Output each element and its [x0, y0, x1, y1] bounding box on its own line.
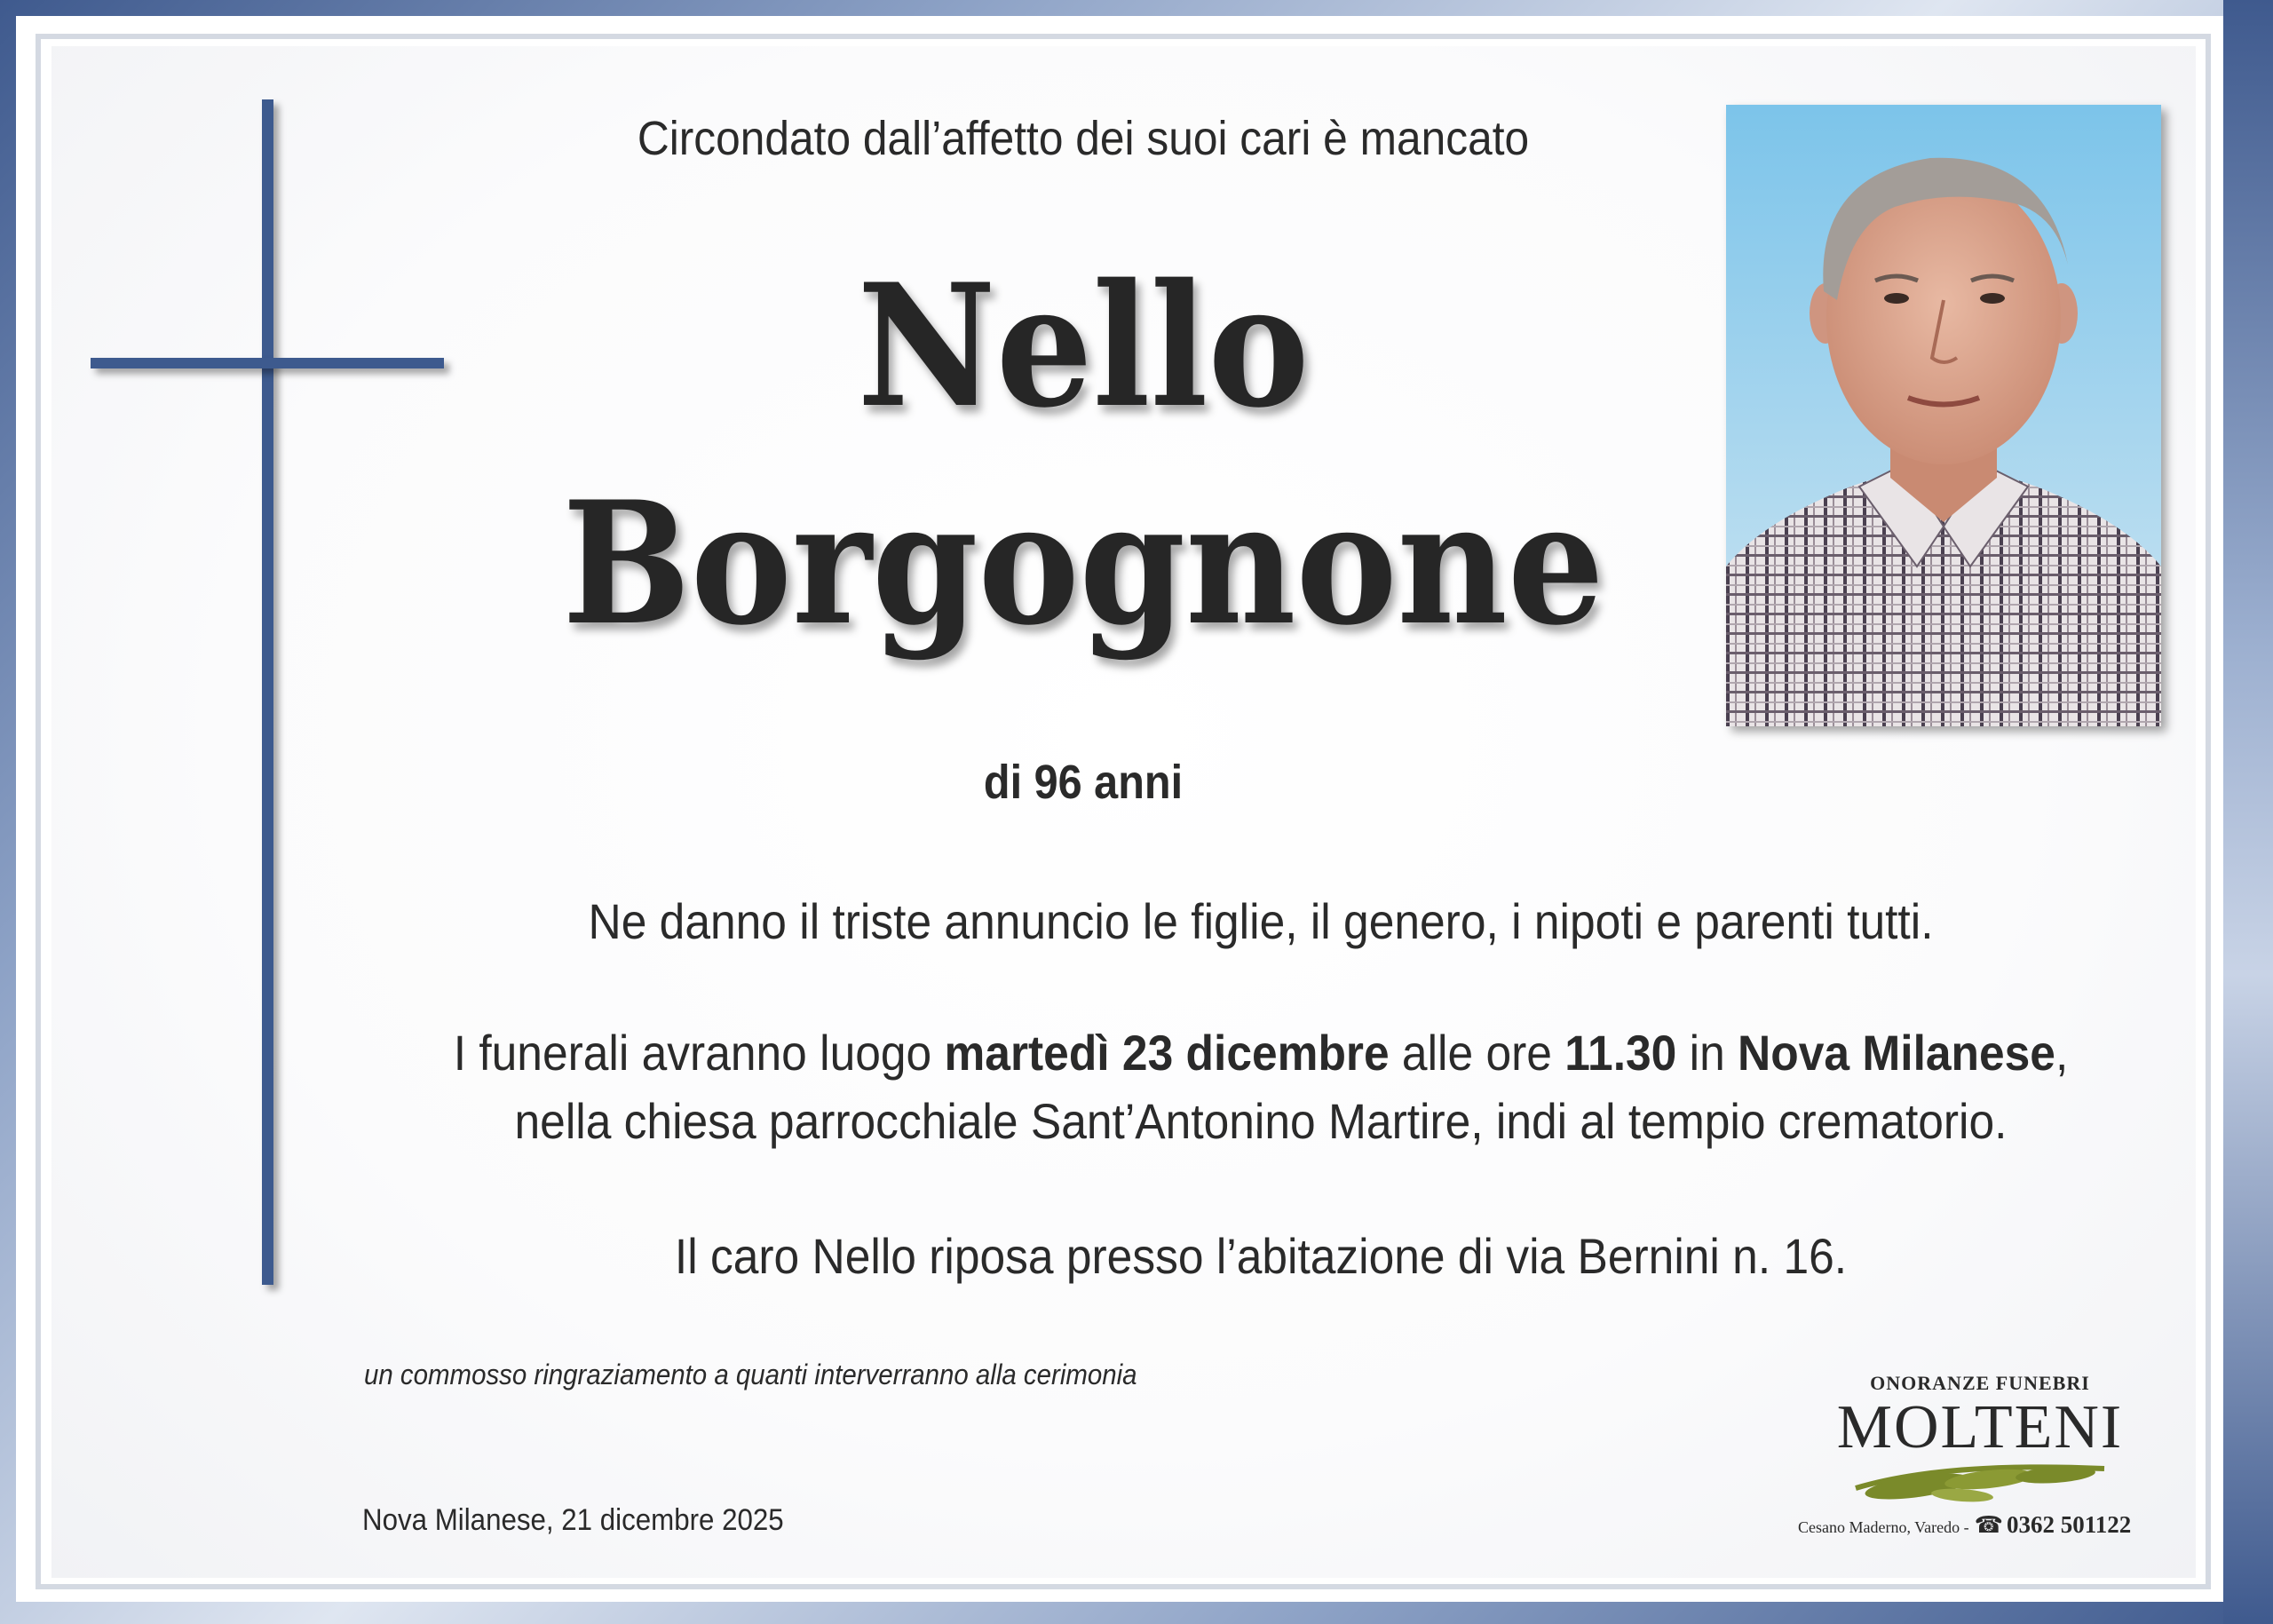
funeral-details	[387, 1024, 2135, 1081]
deceased-portrait	[1726, 105, 2161, 726]
funeral-place: Nova Milanese	[1738, 1025, 2055, 1081]
funeral-home-phone: 0362 501122	[2007, 1511, 2132, 1538]
frame-right-band	[2223, 0, 2273, 1624]
announcement-family: Ne danno il triste annuncio le figlie, il genero, i nipoti e parenti tutti.	[588, 893, 1934, 949]
funeral-text: I funerali avranno luogo	[453, 1025, 945, 1081]
telephone-icon: ☎	[1974, 1512, 2004, 1538]
thanks-note: un commosso ringraziamento a quanti interverranno alla cerimonia	[364, 1359, 1137, 1390]
cross-icon-arm	[91, 358, 444, 368]
funeral-day: martedì 23 dicembre	[944, 1025, 1390, 1081]
funeral-text: alle ore	[1389, 1025, 1565, 1081]
cross-icon	[262, 99, 273, 1285]
resting-place: Il caro Nello riposa presso l’abitazione di via Bernini n. 16.	[674, 1228, 1848, 1284]
funeral-text: ,	[2055, 1025, 2069, 1081]
funeral-home-contact	[1798, 1511, 2131, 1539]
place-date: Nova Milanese, 21 dicembre 2025	[362, 1503, 784, 1537]
deceased-age: di 96 anni	[983, 756, 1184, 809]
deceased-last-name: Borgognone	[562, 464, 1604, 662]
funeral-text: in	[1676, 1025, 1738, 1081]
funeral-home-name: MOLTENI	[1836, 1393, 2124, 1462]
funeral-church: nella chiesa parrocchiale Sant’Antonino Martire, indi al tempio crematorio.	[514, 1093, 2008, 1149]
funeral-time: 11.30	[1564, 1025, 1677, 1081]
intro-text: Circondato dall’affetto dei suoi cari è mancato	[637, 112, 1530, 165]
portrait-image	[1726, 105, 2161, 726]
funeral-home-towns: Cesano Maderno, Varedo -	[1798, 1518, 1969, 1536]
olive-branch-logo-icon	[1838, 1453, 2122, 1506]
deceased-first-name: Nello	[857, 247, 1310, 445]
funeral-home-label: ONORANZE FUNEBRI	[1870, 1372, 2090, 1394]
